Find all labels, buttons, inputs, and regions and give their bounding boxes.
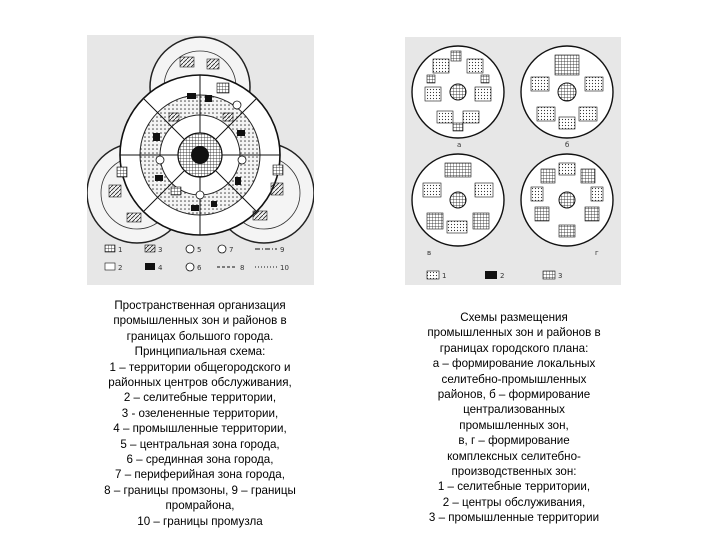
scheme-a: [412, 46, 504, 138]
scheme-d: [521, 154, 613, 246]
legend-num: 7: [229, 246, 234, 254]
legend-num: 9: [280, 246, 285, 254]
scheme-c: [412, 154, 504, 246]
scheme-label-a: а: [457, 141, 462, 149]
caption-line: 10 – границы промузла: [137, 514, 263, 528]
caption-line: границах большого города.: [126, 329, 274, 343]
caption-line: централизованных: [463, 403, 565, 417]
caption-line: 8 – границы промзоны, 9 – границы: [104, 483, 296, 497]
caption-line: районных центров обслуживания,: [108, 376, 292, 390]
caption-line: Пространственная организация: [114, 299, 286, 312]
caption-line: комплексных селитебно-: [447, 449, 581, 463]
caption-line: в, г – формирование: [458, 434, 570, 448]
legend-num: 2: [500, 272, 505, 280]
caption-line: производственных зон:: [451, 465, 577, 479]
scheme-label-b: б: [565, 141, 570, 149]
caption-line: 3 – промышленные территории: [428, 511, 600, 525]
legend-num: 2: [118, 264, 123, 272]
caption-line: промышленных зон и районов в: [113, 314, 287, 328]
legend-num: 1: [442, 272, 447, 280]
left-caption: [80, 298, 320, 529]
scheme-b: [521, 46, 613, 138]
right-caption: [404, 310, 624, 526]
caption-line: 3 - озелененные территории,: [121, 406, 279, 420]
caption-line: 1 – территории общегородского и: [109, 360, 291, 374]
caption-line: селитебно-промышленных: [441, 372, 587, 386]
caption-line: 1 – селитебные территории,: [437, 480, 591, 494]
caption-line: 7 – периферийная зона города,: [115, 468, 285, 482]
caption-line: 5 – центральная зона города,: [120, 437, 280, 451]
caption-line: 4 – промышленные территории,: [113, 422, 287, 436]
caption-line: промышленных зон,: [459, 418, 569, 432]
caption-line: промышленных зон и районов в: [427, 326, 601, 340]
right-schemes-figure: [405, 37, 621, 285]
legend-num: 5: [197, 246, 202, 254]
caption-line: промрайона,: [165, 499, 235, 513]
legend-num: 6: [197, 264, 202, 272]
caption-line: границах городского плана:: [439, 341, 589, 355]
legend-num: 1: [118, 246, 123, 254]
placement-schemes-diagram: [405, 37, 621, 285]
legend-num: 10: [280, 264, 289, 272]
caption-line: а – формирование локальных: [432, 357, 596, 371]
city-zoning-diagram: [87, 35, 314, 285]
caption-line: 6 – срединная зона города,: [126, 453, 274, 467]
legend-num: 3: [158, 246, 163, 254]
caption-line: Схемы размещения: [460, 311, 568, 324]
caption-line: 2 – селитебные территории,: [123, 391, 277, 405]
right-legend: [427, 271, 562, 280]
caption-line: районов, б – формирование: [437, 388, 591, 402]
caption-line: 2 – центры обслуживания,: [442, 495, 586, 509]
scheme-label-c: в: [427, 249, 432, 257]
left-legend: [105, 245, 289, 272]
legend-num: 4: [158, 264, 163, 272]
scheme-label-d: г: [595, 249, 599, 257]
caption-line: Принципиальная схема:: [134, 345, 266, 359]
legend-num: 8: [240, 264, 245, 272]
left-scheme-figure: [87, 35, 314, 285]
legend-num: 3: [558, 272, 563, 280]
